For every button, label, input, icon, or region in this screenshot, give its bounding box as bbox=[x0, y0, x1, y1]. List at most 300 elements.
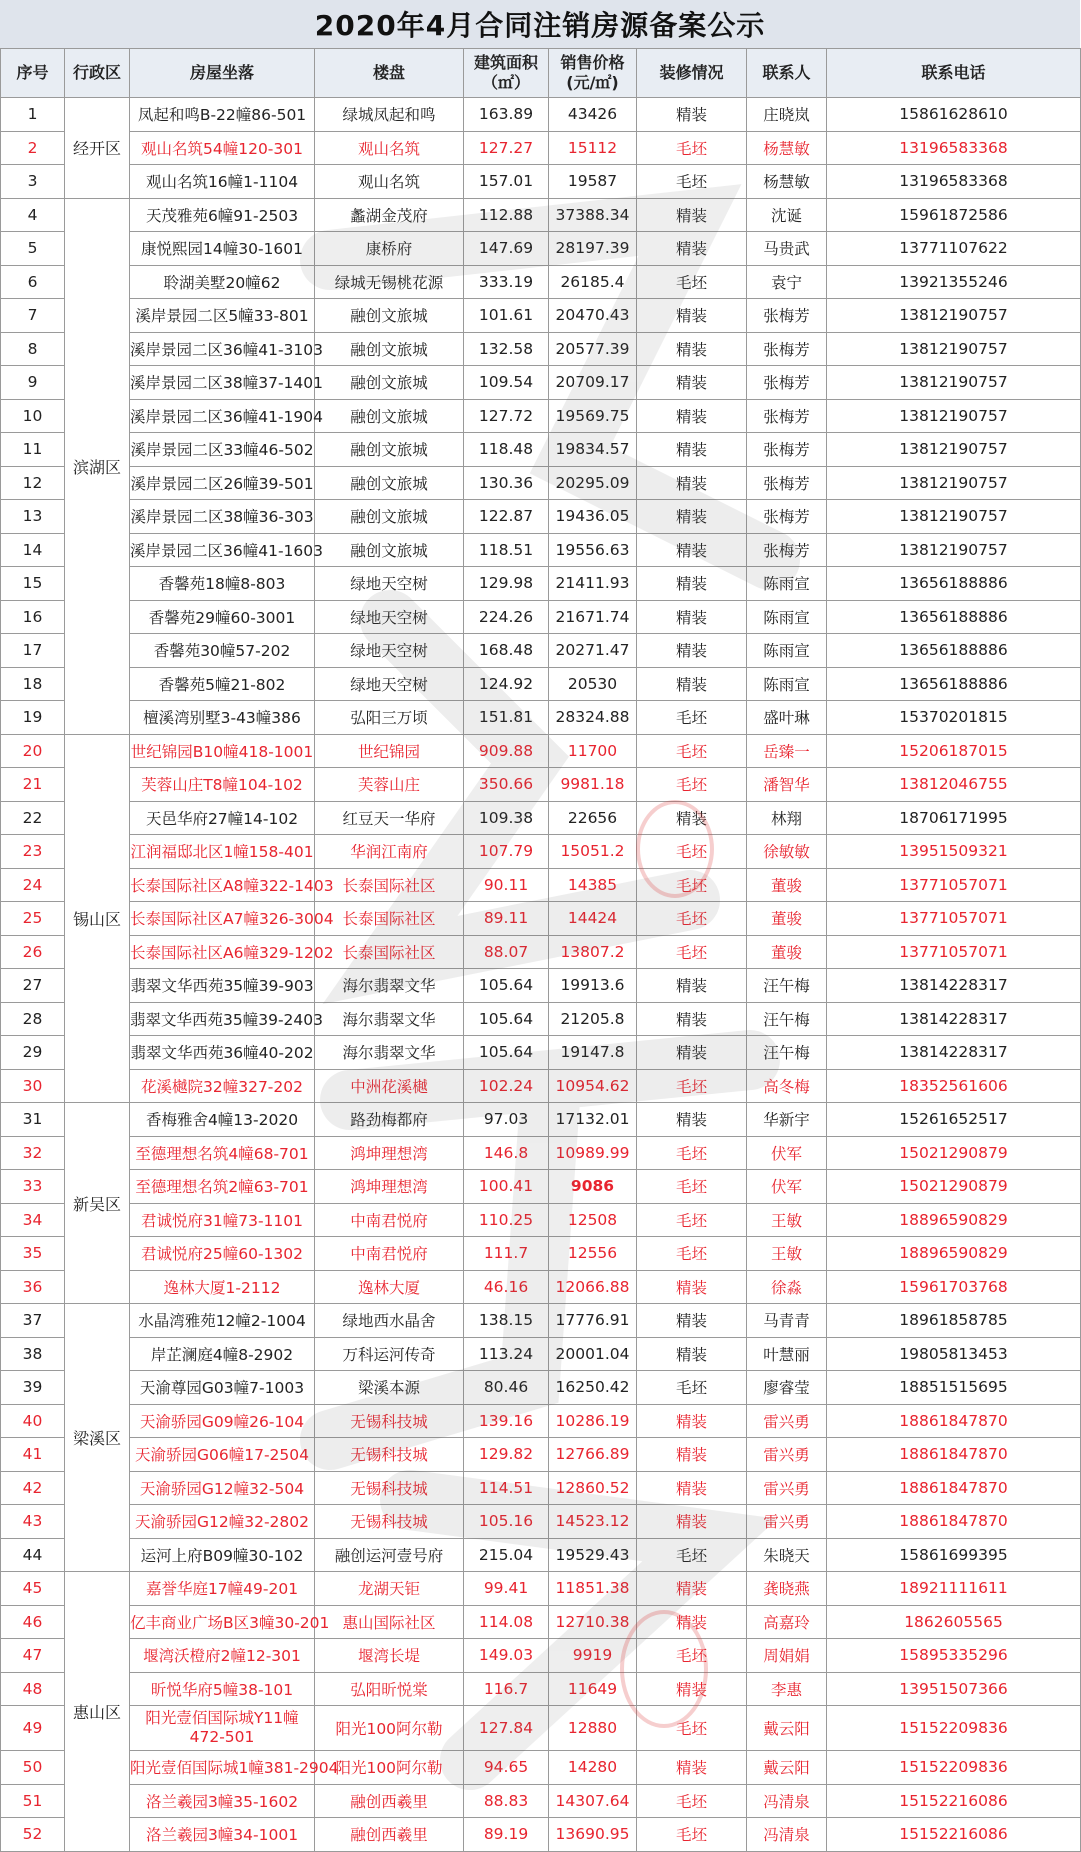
cell-decoration: 精装 bbox=[637, 399, 747, 433]
cell-decoration: 精装 bbox=[637, 433, 747, 467]
col-header-no: 序号 bbox=[1, 49, 65, 98]
cell-project: 长泰国际社区 bbox=[315, 902, 464, 936]
cell-no: 47 bbox=[1, 1639, 65, 1673]
cell-decoration: 毛坯 bbox=[637, 701, 747, 735]
cell-area: 89.19 bbox=[464, 1818, 549, 1852]
cell-contact: 张梅芳 bbox=[747, 332, 827, 366]
cell-no: 28 bbox=[1, 1002, 65, 1036]
cell-price: 43426 bbox=[549, 98, 637, 132]
cell-decoration: 精装 bbox=[637, 1438, 747, 1472]
cell-decoration: 毛坯 bbox=[637, 165, 747, 199]
cell-decoration: 精装 bbox=[637, 667, 747, 701]
col-header-price bbox=[549, 49, 637, 98]
table-row bbox=[1, 667, 1081, 701]
cell-decoration: 毛坯 bbox=[637, 768, 747, 802]
table-row bbox=[1, 1270, 1081, 1304]
cell-price: 20295.09 bbox=[549, 466, 637, 500]
cell-decoration: 精装 bbox=[637, 500, 747, 534]
cell-project: 鸿坤理想湾 bbox=[315, 1136, 464, 1170]
cell-address: 观山名筑16幢1-1104 bbox=[130, 165, 315, 199]
cell-price: 14385 bbox=[549, 868, 637, 902]
cell-area: 122.87 bbox=[464, 500, 549, 534]
cell-price: 15051.2 bbox=[549, 835, 637, 869]
cell-project: 梁溪本源 bbox=[315, 1371, 464, 1405]
cell-address: 康悦熙园14幢30-1601 bbox=[130, 232, 315, 266]
cell-price: 19587 bbox=[549, 165, 637, 199]
cell-decoration: 精装 bbox=[637, 1605, 747, 1639]
cell-contact: 廖睿莹 bbox=[747, 1371, 827, 1405]
cell-decoration: 精装 bbox=[637, 198, 747, 232]
cell-no: 26 bbox=[1, 935, 65, 969]
cell-area: 138.15 bbox=[464, 1304, 549, 1338]
cell-decoration: 精装 bbox=[637, 1103, 747, 1137]
cell-area: 139.16 bbox=[464, 1404, 549, 1438]
cell-phone: 18961858785 bbox=[827, 1304, 1081, 1338]
cell-area: 130.36 bbox=[464, 466, 549, 500]
cell-decoration: 毛坯 bbox=[637, 1639, 747, 1673]
cell-decoration: 毛坯 bbox=[637, 1203, 747, 1237]
table-row bbox=[1, 801, 1081, 835]
cell-address: 长泰国际社区A6幢329-1202 bbox=[130, 935, 315, 969]
cell-price: 16250.42 bbox=[549, 1371, 637, 1405]
cell-address: 水晶湾雅苑12幢2-1004 bbox=[130, 1304, 315, 1338]
table-row bbox=[1, 1237, 1081, 1271]
cell-contact: 汪午梅 bbox=[747, 1002, 827, 1036]
cell-contact: 张梅芳 bbox=[747, 533, 827, 567]
table-row bbox=[1, 232, 1081, 266]
col-header-project: 楼盘 bbox=[315, 49, 464, 98]
cell-address: 凤起和鸣B-22幢86-501 bbox=[130, 98, 315, 132]
cell-price: 9981.18 bbox=[549, 768, 637, 802]
cell-area: 105.64 bbox=[464, 1036, 549, 1070]
table-row bbox=[1, 332, 1081, 366]
cell-price: 12710.38 bbox=[549, 1605, 637, 1639]
cell-phone: 15152216086 bbox=[827, 1784, 1081, 1818]
cell-price: 10989.99 bbox=[549, 1136, 637, 1170]
cell-address: 岸芷澜庭4幢8-2902 bbox=[130, 1337, 315, 1371]
cell-phone: 13771057071 bbox=[827, 902, 1081, 936]
cell-price: 12066.88 bbox=[549, 1270, 637, 1304]
cell-decoration: 精装 bbox=[637, 533, 747, 567]
cell-phone: 18861847870 bbox=[827, 1438, 1081, 1472]
cell-project: 绿地天空树 bbox=[315, 600, 464, 634]
cell-no: 43 bbox=[1, 1505, 65, 1539]
table-row bbox=[1, 1069, 1081, 1103]
cell-no: 13 bbox=[1, 500, 65, 534]
cell-contact: 雷兴勇 bbox=[747, 1505, 827, 1539]
cell-area: 127.27 bbox=[464, 131, 549, 165]
cell-contact: 徐敏敏 bbox=[747, 835, 827, 869]
cell-price: 14424 bbox=[549, 902, 637, 936]
cell-decoration: 毛坯 bbox=[637, 1371, 747, 1405]
cell-phone: 18851515695 bbox=[827, 1371, 1081, 1405]
cell-area: 88.83 bbox=[464, 1784, 549, 1818]
cell-area: 116.7 bbox=[464, 1672, 549, 1706]
cell-no: 38 bbox=[1, 1337, 65, 1371]
cell-project: 世纪锦园 bbox=[315, 734, 464, 768]
table-row bbox=[1, 131, 1081, 165]
cell-no: 3 bbox=[1, 165, 65, 199]
cell-phone: 15370201815 bbox=[827, 701, 1081, 735]
cell-area: 105.64 bbox=[464, 969, 549, 1003]
cell-address: 世纪锦园B10幢418-1001 bbox=[130, 734, 315, 768]
cell-contact: 戴云阳 bbox=[747, 1706, 827, 1751]
cell-decoration: 精装 bbox=[637, 299, 747, 333]
cell-area: 102.24 bbox=[464, 1069, 549, 1103]
table-row bbox=[1, 902, 1081, 936]
cell-decoration: 精装 bbox=[637, 1036, 747, 1070]
col-header-phone: 联系电话 bbox=[827, 49, 1081, 98]
col-header-district: 行政区 bbox=[65, 49, 130, 98]
table-row bbox=[1, 1538, 1081, 1572]
table-row bbox=[1, 868, 1081, 902]
cell-no: 2 bbox=[1, 131, 65, 165]
cell-contact: 王敏 bbox=[747, 1237, 827, 1271]
cell-price: 11700 bbox=[549, 734, 637, 768]
cell-no: 37 bbox=[1, 1304, 65, 1338]
cell-price: 20470.43 bbox=[549, 299, 637, 333]
cell-no: 34 bbox=[1, 1203, 65, 1237]
cell-decoration: 精装 bbox=[637, 801, 747, 835]
cell-address: 花溪樾院32幢327-202 bbox=[130, 1069, 315, 1103]
cell-phone: 15152216086 bbox=[827, 1818, 1081, 1852]
cell-no: 16 bbox=[1, 600, 65, 634]
cell-price: 14523.12 bbox=[549, 1505, 637, 1539]
cell-area: 46.16 bbox=[464, 1270, 549, 1304]
cell-area: 112.88 bbox=[464, 198, 549, 232]
listing-table bbox=[0, 48, 1081, 1852]
cell-project: 康桥府 bbox=[315, 232, 464, 266]
cell-decoration: 精装 bbox=[637, 232, 747, 266]
cell-no: 1 bbox=[1, 98, 65, 132]
cell-contact: 董骏 bbox=[747, 935, 827, 969]
cell-address: 至德理想名筑2幢63-701 bbox=[130, 1170, 315, 1204]
cell-area: 105.16 bbox=[464, 1505, 549, 1539]
cell-address: 天茂雅苑6幢91-2503 bbox=[130, 198, 315, 232]
table-row bbox=[1, 701, 1081, 735]
cell-address: 天渝骄园G09幢26-104 bbox=[130, 1404, 315, 1438]
cell-contact: 高嘉玲 bbox=[747, 1605, 827, 1639]
cell-phone: 15961703768 bbox=[827, 1270, 1081, 1304]
cell-decoration: 精装 bbox=[637, 1751, 747, 1785]
cell-phone: 15021290879 bbox=[827, 1136, 1081, 1170]
cell-price: 12766.89 bbox=[549, 1438, 637, 1472]
cell-project: 融创文旅城 bbox=[315, 466, 464, 500]
cell-area: 88.07 bbox=[464, 935, 549, 969]
cell-price: 21205.8 bbox=[549, 1002, 637, 1036]
cell-contact: 冯清泉 bbox=[747, 1784, 827, 1818]
cell-no: 19 bbox=[1, 701, 65, 735]
cell-no: 21 bbox=[1, 768, 65, 802]
cell-decoration: 毛坯 bbox=[637, 1170, 747, 1204]
cell-decoration: 精装 bbox=[637, 634, 747, 668]
cell-address: 嘉誉华庭17幢49-201 bbox=[130, 1572, 315, 1606]
cell-contact: 雷兴勇 bbox=[747, 1471, 827, 1505]
cell-project: 绿地天空树 bbox=[315, 667, 464, 701]
cell-decoration: 毛坯 bbox=[637, 1818, 747, 1852]
table-row bbox=[1, 1036, 1081, 1070]
table-row bbox=[1, 1784, 1081, 1818]
cell-no: 18 bbox=[1, 667, 65, 701]
table-row bbox=[1, 1304, 1081, 1338]
cell-no: 46 bbox=[1, 1605, 65, 1639]
cell-area: 127.72 bbox=[464, 399, 549, 433]
table-row bbox=[1, 299, 1081, 333]
table-row bbox=[1, 1605, 1081, 1639]
cell-project: 融创文旅城 bbox=[315, 533, 464, 567]
table-row bbox=[1, 433, 1081, 467]
cell-area: 99.41 bbox=[464, 1572, 549, 1606]
cell-area: 224.26 bbox=[464, 600, 549, 634]
cell-price: 21671.74 bbox=[549, 600, 637, 634]
table-row bbox=[1, 98, 1081, 132]
cell-price: 20271.47 bbox=[549, 634, 637, 668]
cell-phone: 13771057071 bbox=[827, 935, 1081, 969]
cell-phone: 15152209836 bbox=[827, 1706, 1081, 1751]
cell-price: 28324.88 bbox=[549, 701, 637, 735]
table-row bbox=[1, 1471, 1081, 1505]
cell-phone: 13196583368 bbox=[827, 165, 1081, 199]
cell-address: 阳光壹佰国际城Y11幢472-501 bbox=[130, 1706, 315, 1751]
cell-area: 163.89 bbox=[464, 98, 549, 132]
table-row bbox=[1, 1404, 1081, 1438]
cell-phone: 13812190757 bbox=[827, 366, 1081, 400]
cell-project: 逸林大厦 bbox=[315, 1270, 464, 1304]
cell-contact: 杨慧敏 bbox=[747, 131, 827, 165]
cell-area: 333.19 bbox=[464, 265, 549, 299]
cell-project: 中南君悦府 bbox=[315, 1237, 464, 1271]
cell-decoration: 精装 bbox=[637, 567, 747, 601]
cell-no: 4 bbox=[1, 198, 65, 232]
cell-address: 溪岸景园二区38幢36-303 bbox=[130, 500, 315, 534]
table-row bbox=[1, 1337, 1081, 1371]
cell-address: 香梅雅舍4幢13-2020 bbox=[130, 1103, 315, 1137]
table-row bbox=[1, 198, 1081, 232]
cell-address: 阳光壹佰国际城1幢381-2904 bbox=[130, 1751, 315, 1785]
cell-contact: 岳臻一 bbox=[747, 734, 827, 768]
cell-area: 110.25 bbox=[464, 1203, 549, 1237]
cell-phone: 13812190757 bbox=[827, 433, 1081, 467]
cell-area: 146.8 bbox=[464, 1136, 549, 1170]
cell-address: 天邑华府27幢14-102 bbox=[130, 801, 315, 835]
cell-no: 51 bbox=[1, 1784, 65, 1818]
page-title-bar bbox=[0, 0, 1080, 49]
cell-project: 弘阳三万顷 bbox=[315, 701, 464, 735]
cell-price: 19569.75 bbox=[549, 399, 637, 433]
cell-price: 10954.62 bbox=[549, 1069, 637, 1103]
cell-contact: 叶慧丽 bbox=[747, 1337, 827, 1371]
cell-project: 观山名筑 bbox=[315, 165, 464, 199]
cell-decoration: 精装 bbox=[637, 1404, 747, 1438]
cell-no: 41 bbox=[1, 1438, 65, 1472]
cell-decoration: 精装 bbox=[637, 1337, 747, 1371]
cell-address: 溪岸景园二区36幢41-1603 bbox=[130, 533, 315, 567]
cell-no: 29 bbox=[1, 1036, 65, 1070]
cell-no: 48 bbox=[1, 1672, 65, 1706]
cell-no: 30 bbox=[1, 1069, 65, 1103]
cell-price: 12880 bbox=[549, 1706, 637, 1751]
cell-phone: 18861847870 bbox=[827, 1471, 1081, 1505]
cell-phone: 13812190757 bbox=[827, 533, 1081, 567]
cell-decoration: 精装 bbox=[637, 332, 747, 366]
table-row bbox=[1, 366, 1081, 400]
cell-phone: 13656188886 bbox=[827, 600, 1081, 634]
cell-decoration: 毛坯 bbox=[637, 1706, 747, 1751]
cell-address: 君诚悦府25幢60-1302 bbox=[130, 1237, 315, 1271]
cell-no: 20 bbox=[1, 734, 65, 768]
cell-project: 绿地西水晶舍 bbox=[315, 1304, 464, 1338]
cell-address: 翡翠文华西苑35幢39-903 bbox=[130, 969, 315, 1003]
cell-decoration: 精装 bbox=[637, 1572, 747, 1606]
cell-address: 芙蓉山庄T8幢104-102 bbox=[130, 768, 315, 802]
cell-area: 129.98 bbox=[464, 567, 549, 601]
cell-phone: 13812190757 bbox=[827, 466, 1081, 500]
cell-address: 香馨苑29幢60-3001 bbox=[130, 600, 315, 634]
cell-phone: 15206187015 bbox=[827, 734, 1081, 768]
cell-no: 39 bbox=[1, 1371, 65, 1405]
cell-phone: 18896590829 bbox=[827, 1203, 1081, 1237]
table-row bbox=[1, 768, 1081, 802]
cell-project: 华润江南府 bbox=[315, 835, 464, 869]
cell-decoration: 精装 bbox=[637, 600, 747, 634]
cell-no: 33 bbox=[1, 1170, 65, 1204]
cell-address: 翡翠文华西苑35幢39-2403 bbox=[130, 1002, 315, 1036]
cell-project: 融创西羲里 bbox=[315, 1784, 464, 1818]
cell-area: 350.66 bbox=[464, 768, 549, 802]
cell-price: 19556.63 bbox=[549, 533, 637, 567]
cell-contact: 张梅芳 bbox=[747, 466, 827, 500]
cell-address: 洛兰羲园3幢35-1602 bbox=[130, 1784, 315, 1818]
cell-project: 长泰国际社区 bbox=[315, 935, 464, 969]
cell-project: 万科运河传奇 bbox=[315, 1337, 464, 1371]
cell-no: 40 bbox=[1, 1404, 65, 1438]
table-row bbox=[1, 567, 1081, 601]
cell-contact: 潘智华 bbox=[747, 768, 827, 802]
cell-area: 215.04 bbox=[464, 1538, 549, 1572]
cell-project: 海尔翡翠文华 bbox=[315, 969, 464, 1003]
table-row bbox=[1, 1002, 1081, 1036]
cell-price: 19436.05 bbox=[549, 500, 637, 534]
cell-address: 至德理想名筑4幢68-701 bbox=[130, 1136, 315, 1170]
cell-price: 20530 bbox=[549, 667, 637, 701]
cell-no: 12 bbox=[1, 466, 65, 500]
cell-project: 融创文旅城 bbox=[315, 366, 464, 400]
cell-price: 37388.34 bbox=[549, 198, 637, 232]
cell-phone: 13812190757 bbox=[827, 299, 1081, 333]
cell-project: 无锡科技城 bbox=[315, 1505, 464, 1539]
cell-decoration: 精装 bbox=[637, 366, 747, 400]
cell-address: 天渝骄园G12幢32-504 bbox=[130, 1471, 315, 1505]
cell-district: 经开区 bbox=[65, 98, 130, 199]
table-row bbox=[1, 399, 1081, 433]
cell-project: 海尔翡翠文华 bbox=[315, 1036, 464, 1070]
cell-price: 11649 bbox=[549, 1672, 637, 1706]
table-row bbox=[1, 1818, 1081, 1852]
cell-price: 14307.64 bbox=[549, 1784, 637, 1818]
cell-area: 124.92 bbox=[464, 667, 549, 701]
cell-no: 9 bbox=[1, 366, 65, 400]
table-row bbox=[1, 835, 1081, 869]
cell-project: 中洲花溪樾 bbox=[315, 1069, 464, 1103]
cell-price: 19913.6 bbox=[549, 969, 637, 1003]
cell-area: 80.46 bbox=[464, 1371, 549, 1405]
cell-address: 昕悦华府5幢38-101 bbox=[130, 1672, 315, 1706]
cell-area: 100.41 bbox=[464, 1170, 549, 1204]
cell-area: 168.48 bbox=[464, 634, 549, 668]
cell-contact: 张梅芳 bbox=[747, 399, 827, 433]
cell-address: 香馨苑18幢8-803 bbox=[130, 567, 315, 601]
cell-decoration: 毛坯 bbox=[637, 1538, 747, 1572]
cell-area: 127.84 bbox=[464, 1706, 549, 1751]
cell-no: 52 bbox=[1, 1818, 65, 1852]
cell-contact: 戴云阳 bbox=[747, 1751, 827, 1785]
cell-project: 观山名筑 bbox=[315, 131, 464, 165]
table-body bbox=[1, 98, 1081, 1852]
table-row bbox=[1, 1706, 1081, 1751]
cell-contact: 马贵武 bbox=[747, 232, 827, 266]
cell-decoration: 毛坯 bbox=[637, 902, 747, 936]
cell-district: 滨湖区 bbox=[65, 198, 130, 734]
table-row bbox=[1, 165, 1081, 199]
cell-decoration: 精装 bbox=[637, 1505, 747, 1539]
cell-no: 49 bbox=[1, 1706, 65, 1751]
cell-phone: 13812190757 bbox=[827, 399, 1081, 433]
cell-no: 8 bbox=[1, 332, 65, 366]
cell-decoration: 精装 bbox=[637, 466, 747, 500]
cell-phone: 13771057071 bbox=[827, 868, 1081, 902]
table-row bbox=[1, 634, 1081, 668]
cell-address: 聆湖美墅20幢62 bbox=[130, 265, 315, 299]
cell-area: 111.7 bbox=[464, 1237, 549, 1271]
cell-area: 114.51 bbox=[464, 1471, 549, 1505]
cell-area: 118.48 bbox=[464, 433, 549, 467]
cell-no: 31 bbox=[1, 1103, 65, 1137]
cell-project: 阳光100阿尔勒 bbox=[315, 1706, 464, 1751]
table-row bbox=[1, 1672, 1081, 1706]
cell-contact: 徐淼 bbox=[747, 1270, 827, 1304]
cell-phone: 13951507366 bbox=[827, 1672, 1081, 1706]
cell-contact: 王敏 bbox=[747, 1203, 827, 1237]
cell-phone: 15861699395 bbox=[827, 1538, 1081, 1572]
cell-no: 7 bbox=[1, 299, 65, 333]
cell-contact: 张梅芳 bbox=[747, 433, 827, 467]
cell-contact: 雷兴勇 bbox=[747, 1404, 827, 1438]
cell-phone: 13196583368 bbox=[827, 131, 1081, 165]
cell-area: 129.82 bbox=[464, 1438, 549, 1472]
cell-area: 105.64 bbox=[464, 1002, 549, 1036]
cell-district: 梁溪区 bbox=[65, 1304, 130, 1572]
cell-contact: 汪午梅 bbox=[747, 1036, 827, 1070]
cell-address: 天渝骄园G06幢17-2504 bbox=[130, 1438, 315, 1472]
cell-area: 113.24 bbox=[464, 1337, 549, 1371]
page-title: 2020年4月合同注销房源备案公示 bbox=[314, 9, 766, 42]
cell-phone: 18706171995 bbox=[827, 801, 1081, 835]
cell-no: 22 bbox=[1, 801, 65, 835]
cell-address: 溪岸景园二区26幢39-501 bbox=[130, 466, 315, 500]
cell-address: 檀溪湾别墅3-43幢386 bbox=[130, 701, 315, 735]
cell-area: 107.79 bbox=[464, 835, 549, 869]
table-row bbox=[1, 600, 1081, 634]
cell-decoration: 精装 bbox=[637, 1270, 747, 1304]
cell-price: 17132.01 bbox=[549, 1103, 637, 1137]
cell-decoration: 精装 bbox=[637, 98, 747, 132]
table-row bbox=[1, 1751, 1081, 1785]
cell-price: 22656 bbox=[549, 801, 637, 835]
cell-area: 97.03 bbox=[464, 1103, 549, 1137]
cell-phone: 13814228317 bbox=[827, 1002, 1081, 1036]
cell-project: 无锡科技城 bbox=[315, 1471, 464, 1505]
cell-contact: 沈诞 bbox=[747, 198, 827, 232]
